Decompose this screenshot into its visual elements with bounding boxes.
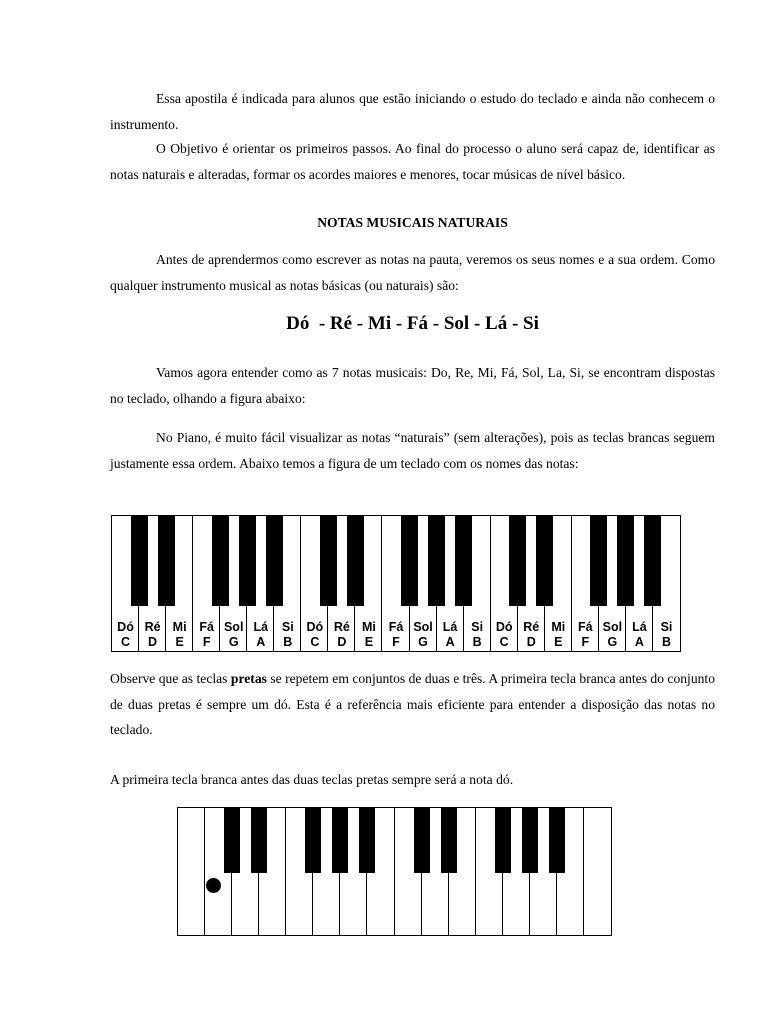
notes-intro-paragraph: Antes de aprendermos como escrever as notas na pauta, veremos os seus nomes e a sua ordem. Como qualquer instrumento musical as notas básicas (ou naturais) são:: [110, 252, 715, 293]
black-key: [266, 516, 283, 606]
key-note-name: Dó: [495, 620, 513, 634]
black-key: [441, 808, 457, 873]
section-title: NOTAS MUSICAIS NATURAIS: [317, 215, 508, 230]
key-letter: F: [202, 635, 211, 649]
key-note-name: Fá: [388, 620, 404, 634]
key-letter: E: [554, 635, 563, 649]
do-rule-paragraph: A primeira tecla branca antes das duas teclas pretas sempre será a nota dó.: [110, 772, 514, 787]
black-key: [644, 516, 661, 606]
key-note-name: Sol: [413, 620, 433, 634]
natural-notes-paragraph: No Piano, é muito fácil visualizar as notas “naturais” (sem alterações), pois as teclas brancas seguem justamente essa ordem. Abaixo temos a figura de um teclado com os nomes das notas:: [110, 430, 715, 471]
key-letter: B: [472, 635, 482, 649]
key-note-name: Lá: [632, 620, 647, 634]
black-key: [401, 516, 418, 606]
key-note-name: Si: [281, 620, 294, 634]
intro-paragraph-2: O Objetivo é orientar os primeiros passos. Ao final do processo o aluno será capaz de, identificar as notas naturais e alteradas, formar os acordes maiores e menores, tocar músicas de nível básico.: [110, 141, 715, 182]
black-key: [495, 808, 511, 873]
key-note-name: Fá: [199, 620, 214, 634]
key-letter: G: [418, 635, 428, 649]
key-note-name: Ré: [523, 620, 540, 634]
black-key: [522, 808, 538, 873]
key-note-name: Si: [471, 620, 484, 634]
key-letter: A: [256, 635, 266, 649]
black-key: [212, 516, 229, 606]
black-key: [239, 516, 256, 606]
black-key: [305, 808, 321, 873]
black-key: [617, 516, 634, 606]
do-marked-keyboard-figure: [177, 807, 612, 936]
black-key: [131, 516, 148, 606]
black-keys-paragraph: Observe que as teclas pretas se repetem em conjuntos de duas e três. A primeira tecla branca antes do conjunto de duas pretas é sempre um dó. Esta é a referência mais eficiente para entender a disposição das notas no teclado.: [110, 671, 715, 737]
labeled-keyboard-figure: [111, 515, 681, 652]
key-letter: B: [661, 635, 671, 649]
black-key: [359, 808, 375, 873]
key-note-name: Sol: [602, 620, 623, 634]
key-note-name: Sol: [223, 620, 244, 634]
black-key: [332, 808, 348, 873]
black-key: [590, 516, 607, 606]
key-note-name: Lá: [442, 620, 458, 634]
key-note-name: Fá: [578, 620, 593, 634]
black-key: [158, 516, 175, 606]
black-key: [320, 516, 337, 606]
key-letter: C: [310, 635, 320, 649]
key-letter: E: [364, 635, 374, 649]
key-note-name: Dó: [117, 620, 134, 634]
key-letter: F: [392, 635, 400, 649]
key-letter: D: [148, 635, 158, 649]
key-letter: G: [228, 635, 239, 649]
key-letter: G: [607, 635, 618, 649]
white-key: [584, 808, 611, 935]
black-key: [428, 516, 445, 606]
key-note-name: Mi: [361, 620, 376, 634]
key-note-name: Mi: [551, 620, 566, 634]
black-key: [536, 516, 553, 606]
key-letter: E: [175, 635, 184, 649]
black-key: [251, 808, 267, 873]
keyboard-intro-paragraph: Vamos agora entender como as 7 notas musicais: Do, Re, Mi, Fá, Sol, La, Si, se encontram dispostas no teclado, olhando a figura abaixo:: [110, 365, 715, 406]
key-letter: F: [581, 635, 590, 649]
emphasis-pretas: pretas: [230, 671, 267, 686]
key-letter: A: [445, 635, 455, 649]
black-key: [414, 808, 430, 873]
key-letter: D: [526, 635, 536, 649]
key-letter: C: [499, 635, 509, 649]
notes-sequence: Dó - Ré - Mi - Fá - Sol - Lá - Si: [286, 313, 539, 334]
key-letter: A: [634, 635, 644, 649]
key-note-name: Ré: [144, 620, 161, 634]
black-key: [455, 516, 472, 606]
key-letter: D: [337, 635, 347, 649]
white-key: [178, 808, 205, 935]
do-marker-dot: [206, 878, 221, 893]
key-letter: C: [121, 635, 131, 649]
key-note-name: Si: [660, 620, 673, 634]
intro-paragraph-1: Essa apostila é indicada para alunos que estão iniciando o estudo do teclado e ainda não conhecem o instrumento.: [110, 91, 715, 132]
key-note-name: Dó: [306, 620, 324, 634]
key-note-name: Mi: [172, 620, 187, 634]
black-key: [224, 808, 240, 873]
key-letter: B: [283, 635, 293, 649]
black-key: [549, 808, 565, 873]
black-key: [347, 516, 364, 606]
key-note-name: Ré: [333, 620, 350, 634]
key-note-name: Lá: [253, 620, 269, 634]
black-key: [509, 516, 526, 606]
